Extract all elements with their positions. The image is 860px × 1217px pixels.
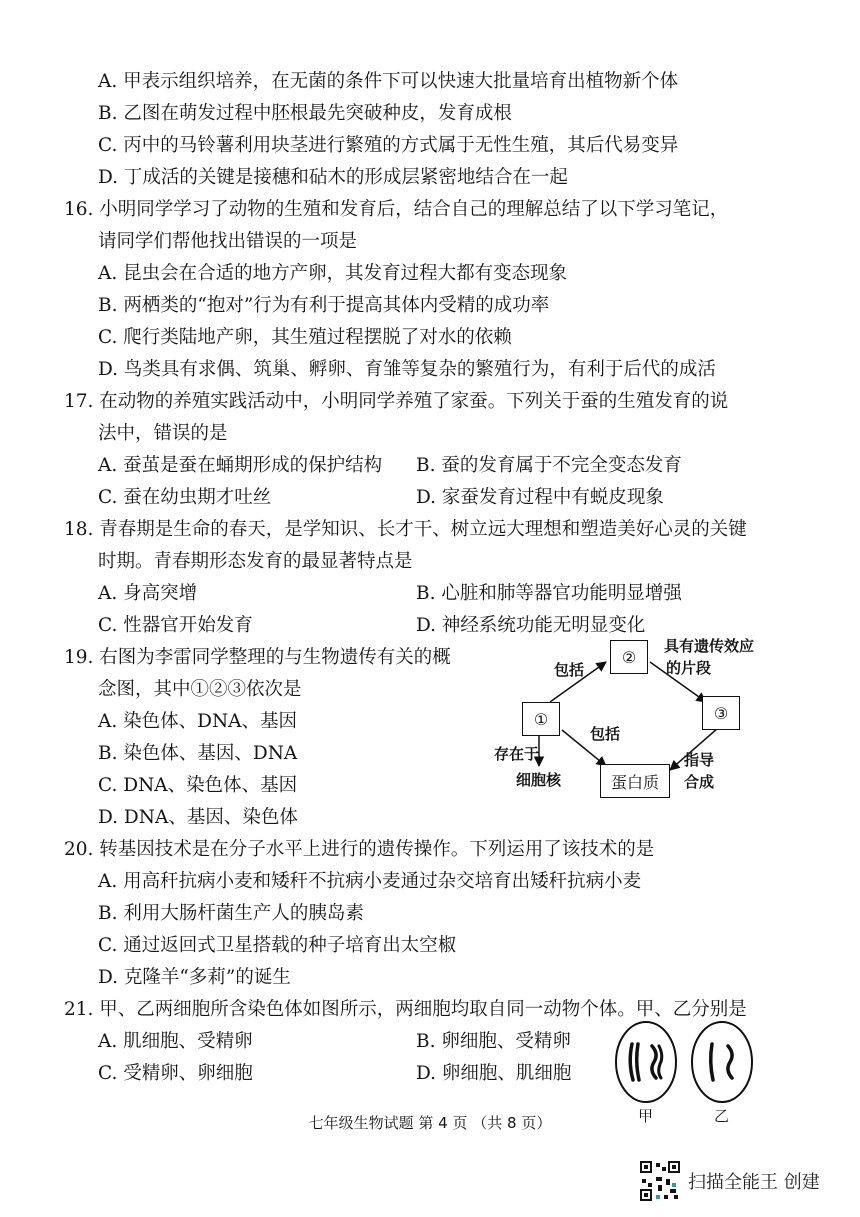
page-footer: 七年级生物试题 第 4 页 （共 8 页） [308, 1114, 552, 1132]
q21-option-d: D. 卵细胞、肌细胞 [416, 1063, 572, 1084]
q16-stem-line1: 16. 小明同学学习了动物的生殖和发育后，结合自己的理解总结了以下学习笔记， [64, 199, 729, 220]
q15-option-b: B. 乙图在萌发过程中胚根最先突破种皮，发育成根 [98, 103, 512, 124]
q16-option-a: A. 昆虫会在合适的地方产卵，其发育过程大都有变态现象 [98, 263, 568, 284]
label-guide-2: 合成 [684, 773, 715, 791]
q17-stem-line2: 法中，错误的是 [98, 423, 228, 444]
label-guide-1: 指导 [684, 751, 715, 769]
q16-option-c: C. 爬行类陆地产卵，其生殖过程摆脱了对水的依赖 [98, 327, 512, 348]
q21-option-a: A. 肌细胞、受精卵 [98, 1031, 253, 1052]
scanner-badge [640, 1160, 820, 1202]
q18-stem-line2: 时期。青春期形态发育的最显著特点是 [98, 551, 413, 572]
concept-box-1: ① [522, 702, 560, 736]
q18-option-d: D. 神经系统功能无明显变化 [416, 615, 646, 636]
cell-yi-outline [692, 1022, 752, 1102]
q21-option-b: B. 卵细胞、受精卵 [416, 1031, 571, 1052]
cell-figure-drawing [608, 1016, 796, 1126]
q21-stem: 21. 甲、乙两细胞所含染色体如图所示，两细胞均取自同一动物个体。甲、乙分别是 [64, 999, 747, 1020]
scanner-badge-text: 扫描全能王 创建 [688, 1172, 820, 1193]
label-includes-top: 包括 [554, 661, 585, 679]
cell-figures [608, 1016, 796, 1126]
q19-option-c: C. DNA、染色体、基因 [98, 775, 298, 796]
q17-option-b: B. 蚕的发育属于不完全变态发育 [416, 455, 682, 476]
concept-box-protein: 蛋白质 [600, 764, 670, 798]
cell-yi-chromosomes [711, 1044, 732, 1080]
q17-stem-line1: 17. 在动物的养殖实践活动中，小明同学养殖了家蚕。下列关于蚕的生殖发育的说 [64, 391, 729, 412]
q17-option-d: D. 家蚕发育过程中有蜕皮现象 [416, 487, 664, 508]
q17-option-c: C. 蚕在幼虫期才吐丝 [98, 487, 272, 508]
q21-option-c: C. 受精卵、卵细胞 [98, 1063, 253, 1084]
qr-code-icon [640, 1161, 680, 1201]
label-cell-yi: 乙 [714, 1107, 730, 1125]
q20-option-c: C. 通过返回式卫星搭载的种子培育出太空椒 [98, 935, 457, 956]
label-gene-desc-1: 具有遗传效应 [664, 637, 755, 655]
concept-box-2: ② [610, 640, 648, 674]
label-exists-in: 存在于 [494, 745, 540, 763]
q16-option-b: B. 两栖类的“抱对”行为有利于提高其体内受精的成功率 [98, 295, 550, 316]
cell-jia-outline [616, 1022, 676, 1102]
concept-map-diagram [488, 630, 788, 810]
q19-stem-line1: 19. 右图为李雷同学整理的与生物遗传有关的概 [64, 647, 451, 668]
q15-option-a: A. 甲表示组织培养，在无菌的条件下可以快速大批量培育出植物新个体 [98, 71, 679, 92]
q20-stem: 20. 转基因技术是在分子水平上进行的遗传操作。下列运用了该技术的是 [64, 839, 655, 860]
label-includes-mid: 包括 [590, 725, 621, 743]
q20-option-b: B. 利用大肠杆菌生产人的胰岛素 [98, 903, 364, 924]
label-gene-desc-2: 的片段 [666, 659, 712, 677]
q18-stem-line1: 18. 青春期是生命的春天，是学知识、长才干、树立远大理想和塑造美好心灵的关键 [64, 519, 747, 540]
q19-option-d: D. DNA、基因、染色体 [98, 807, 298, 828]
cell-jia-chromosomes [630, 1044, 662, 1080]
q16-option-d: D. 鸟类具有求偶、筑巢、孵卵、育雏等复杂的繁殖行为，有利于后代的成活 [98, 359, 716, 380]
label-cell-jia: 甲 [638, 1107, 654, 1125]
q16-stem-line2: 请同学们帮他找出错误的一项是 [98, 231, 358, 252]
q18-option-a: A. 身高突增 [98, 583, 198, 604]
q19-option-b: B. 染色体、基因、DNA [98, 743, 298, 764]
q19-option-a: A. 染色体、DNA、基因 [98, 711, 298, 732]
q19-stem-line2: 念图，其中①②③依次是 [98, 679, 302, 700]
q20-option-a: A. 用高秆抗病小麦和矮秆不抗病小麦通过杂交培育出矮秆抗病小麦 [98, 871, 642, 892]
q20-option-d: D. 克隆羊“多莉”的诞生 [98, 967, 291, 988]
q17-option-a: A. 蚕茧是蚕在蛹期形成的保护结构 [98, 455, 383, 476]
q18-option-b: B. 心脏和肺等器官功能明显增强 [416, 583, 682, 604]
q18-option-c: C. 性器官开始发育 [98, 615, 253, 636]
concept-box-3: ③ [702, 696, 740, 730]
q15-option-c: C. 丙中的马铃薯利用块茎进行繁殖的方式属于无性生殖，其后代易变异 [98, 135, 679, 156]
label-nucleus: 细胞核 [516, 771, 562, 789]
q15-option-d: D. 丁成活的关键是接穗和砧木的形成层紧密地结合在一起 [98, 167, 568, 188]
